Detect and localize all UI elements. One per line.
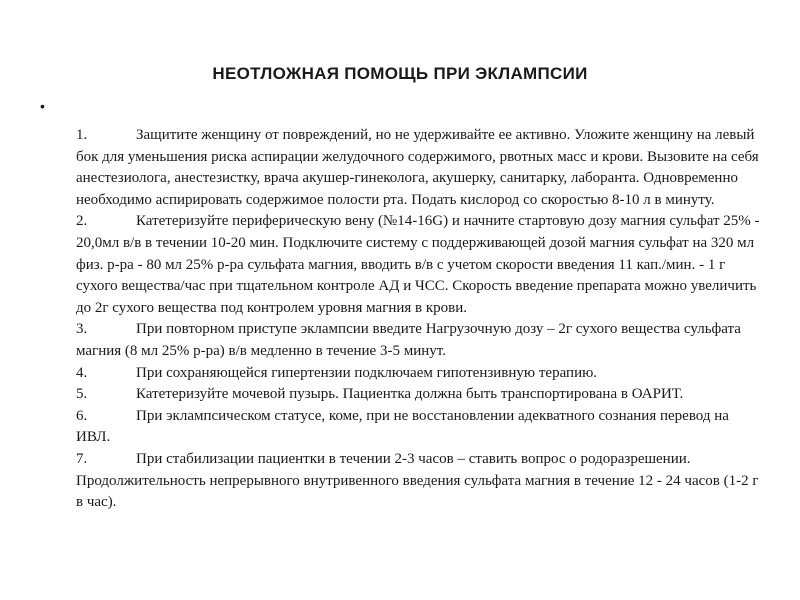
bullet-marker: • <box>40 98 45 114</box>
body-text: 1. Защитите женщину от повреждений, но не удерживайте ее активно. Уложите женщину на левый бок для уменьшения риска аспирации желудочного содержимого, рвотных масс и крови. Вызовите на себя анестезиолога, анестезистку, врача акушер-гинеколога, акушерку, санитарку, лаборанта. Одновременно необходимо аспирировать содержимое полости рта. Подать кислород со скоростью 8-10 л в минуту. 2. Катетеризуйте периферическую вену (№14-16G) и начните стартовую дозу магния сульфат 25% - 20,0мл в/в в течении 10-20 мин. Подключите систему с поддерживающей дозой магния сульфат на 320 мл физ. р-ра - 80 мл 25% р-ра сульфата магния, вводить в/в с учетом скорости введения 11 кап./мин. - 1 г сухого вещества/час при тщательном контроле АД и ЧСС. Скорость введение препарата можно увеличить до 2г сухого вещества под контролем уровня магния в крови. 3. При повторном приступе эклампсии введите Нагрузочную дозу – 2г сухого вещества сульфата магния (8 мл 25% р-ра) в/в медленно в течение 3-5 минут. 4. При сохраняющейся гипертензии подключаем гипотензивную терапию. 5. Катетеризуйте мочевой пузырь. Пациентка должна быть транспортирована в ОАРИТ. 6. При эклампсическом статусе, коме, при не восстановлении адекватного сознания перевод на ИВЛ. 7. При стабилизации пациентки в течении 2-3 часов – ставить вопрос о родоразрешении. Продолжительность непрерывного внутривенного введения сульфата магния в течение 12 - 24 часов (1-2 г в час). <box>76 127 760 511</box>
slide-title: НЕОТЛОЖНАЯ ПОМОЩЬ ПРИ ЭКЛАМПСИИ <box>212 64 588 83</box>
